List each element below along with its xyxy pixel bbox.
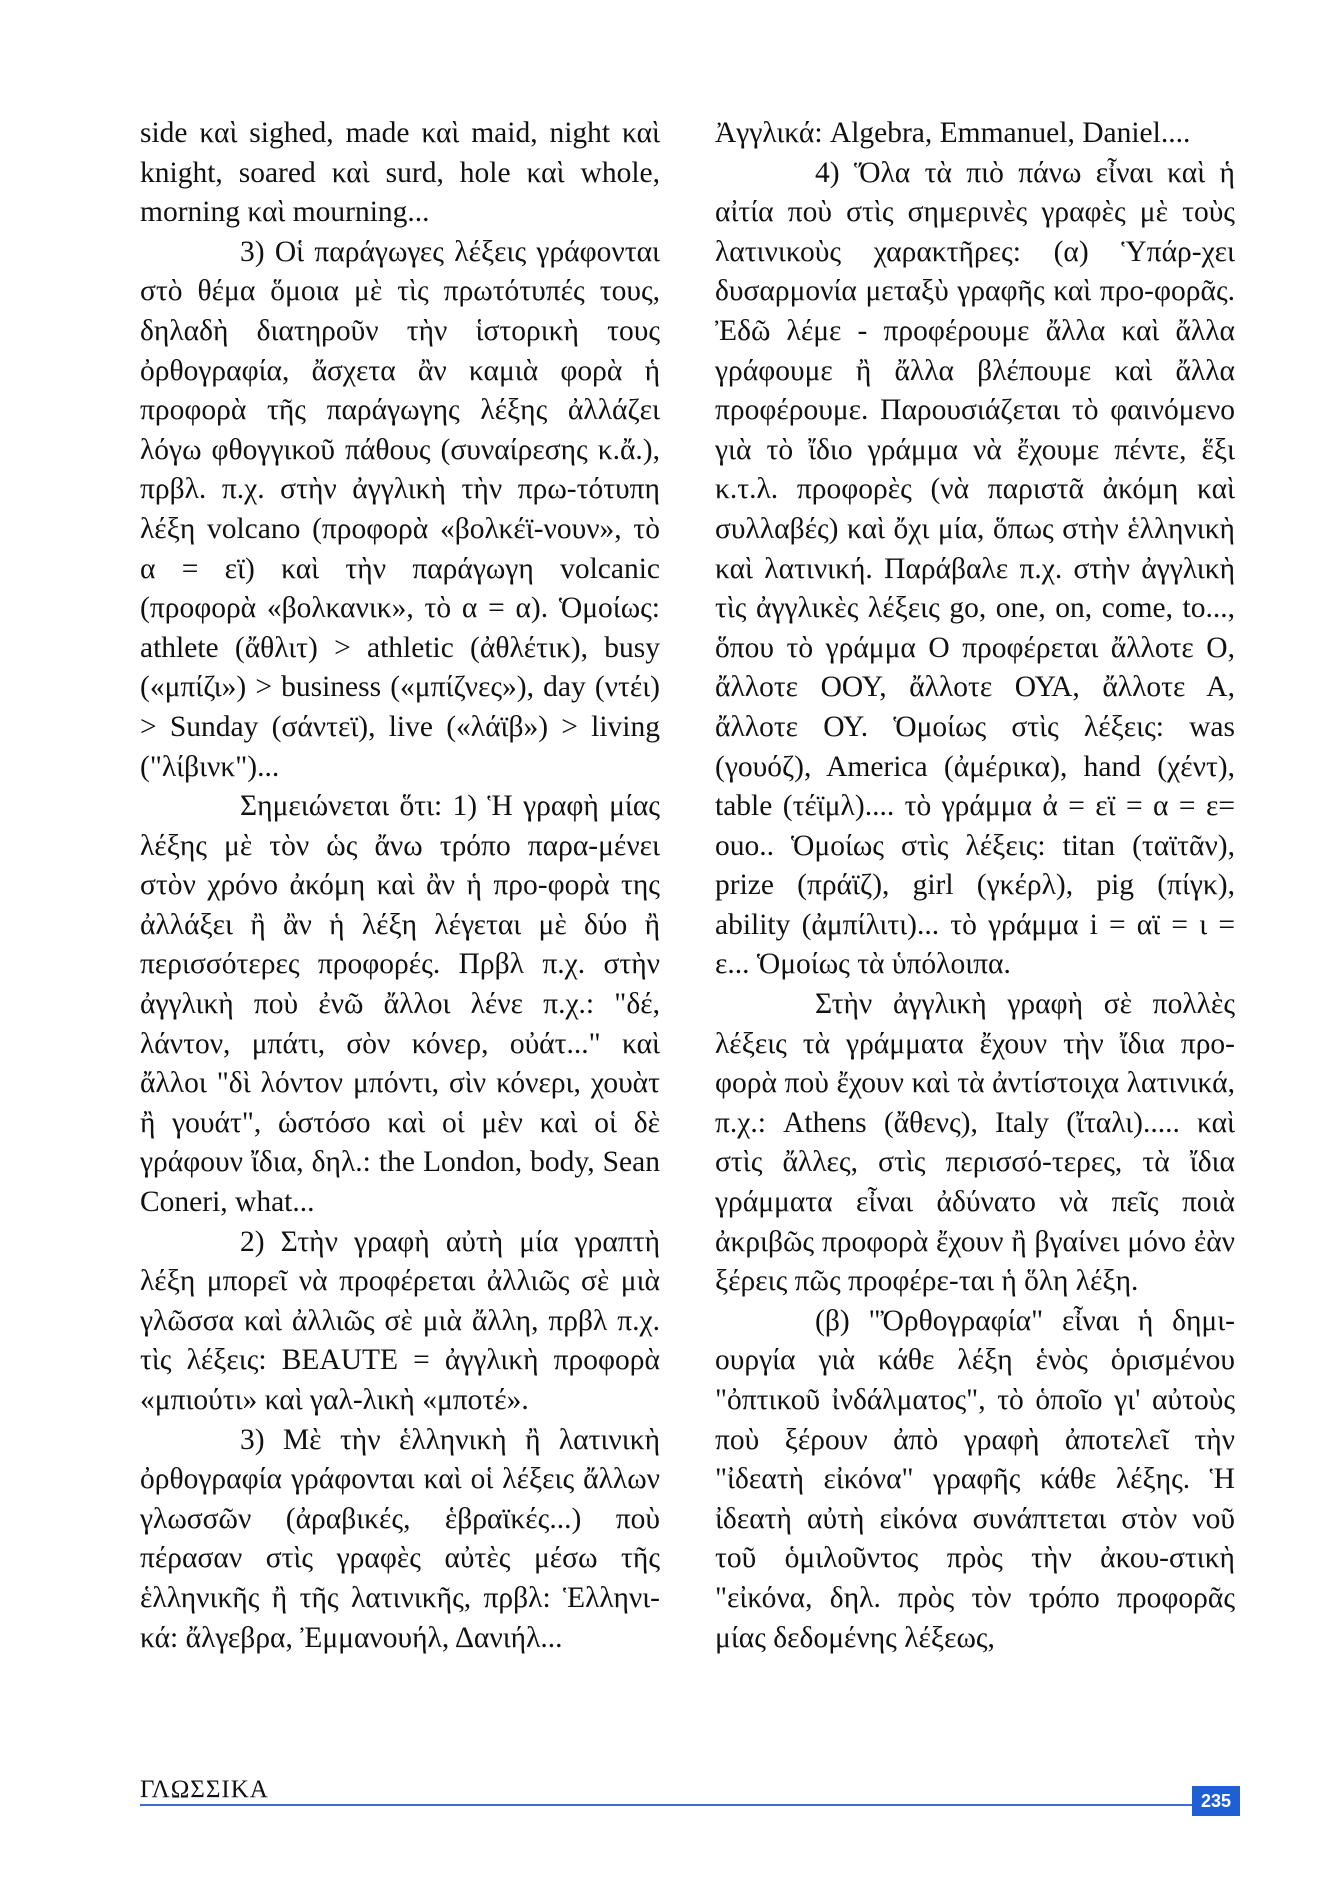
paragraph: Στὴν ἀγγλικὴ γραφὴ σὲ πολλὲς λέξεις τὰ γράμματα ἔχουν τὴν ἴδια προ-φορὰ ποὺ ἔχουν καὶ τὰ ἀντίστοιχα λατινικά, π.χ.: Athens (ἄθενς), Italy (ἴταλι)..... καὶ στὶς ἄλλες, στὶς περισσό-τερες, τὰ ἴδια γράμματα εἶναι ἀδύνατο νὰ πεῖς ποιὰ ἀκριβῶς προφορὰ ἔχουν ἢ βγαίνει μόνο ἐὰν ξέρεις πῶς προφέρε-ται ἡ ὅλη λέξη. (715, 988, 1235, 1298)
paragraph: 3) Οἱ παράγωγες λέξεις γράφονται στὸ θέμα ὅμοια μὲ τὶς πρωτότυπές τους, δηλαδὴ διατηροῦν τὴν ἱστορικὴ τους ὀρθογραφία, ἄσχετα ἂν καμιὰ φορὰ ἡ προφορὰ τῆς παράγωγης λέξης ἀλλάζει λόγω φθογγικοῦ πάθους (συναίρεσης κ.ἄ.), πρβλ. π.χ. στὴν ἀγγλικὴ τὴν πρω-τότυπη λέξη volcano (προφορὰ «βολκέϊ-νουν», τὸ α = εϊ) καὶ τὴν παράγωγη volcanic (προφορὰ «βολκανικ», τὸ α = α). Ὁμοίως: athlete (ἄθλιτ) > athletic (ἀθλέτικ), busy («μπίζι») > business («μπίζνες»), day (ντέι) > Sunday (σάντεϊ), live («λάϊβ») > living ("λίβινκ")... (140, 235, 660, 783)
journal-title: ΓΛΩΣΣΙΚΑ (140, 1776, 269, 1803)
paragraph: 2) Στὴν γραφὴ αὐτὴ μία γραπτὴ λέξη μπορεῖ νὰ προφέρεται ἀλλιῶς σὲ μιὰ γλῶσσα καὶ ἀλλιῶς σὲ μιὰ ἄλλη, πρβλ π.χ. τὶς λέξεις: BEAUTE = ἀγγλικὴ προφορὰ «μπιούτι» καὶ γαλ-λικὴ «μποτέ». (140, 1225, 660, 1416)
paragraph: side καὶ sighed, made καὶ maid, night καὶ knight, soared καὶ surd, hole καὶ whole, morning καὶ mourning... (140, 117, 660, 229)
page-number-badge: 235 (1192, 1786, 1240, 1816)
paragraph: Ἀγγλικά: Algebra, Emmanuel, Daniel.... (715, 117, 1191, 149)
paragraph: Σημειώνεται ὅτι: 1) Ἡ γραφὴ μίας λέξης μὲ τὸν ὡς ἄνω τρόπο παρα-μένει στὸν χρόνο ἀκόμη καὶ ἂν ἡ προ-φορὰ της ἀλλάξει ἢ ἂν ἡ λέξη λέγεται μὲ δύο ἢ περισσότερες προφορές. Πρβλ π.χ. στὴν ἀγγλικὴ ποὺ ἐνῶ ἄλλοι λένε π.χ.: "δέ, λάντον, μπάτι, σὸν κόνερ, οὐάτ..." καὶ ἄλλοι "δὶ λόντον μπόντι, σὶν κόνερι, χουὰτ ἢ γουάτ", ὡστόσο καὶ οἱ μὲν καὶ οἱ δὲ γράφουν ἴδια, δηλ.: the London, body, Sean Coneri, what... (140, 790, 660, 1219)
paragraph: 3) Μὲ τὴν ἑλληνικὴ ἢ λατινικὴ ὀρθογραφία γράφονται καὶ οἱ λέξεις ἄλλων γλωσσῶν (ἀραβικές, ἑβραϊκές...) ποὺ πέρασαν στὶς γραφὲς αὐτὲς μέσω τῆς ἑλληνικῆς ἢ τῆς λατινικῆς, πρβλ: Ἑλληνι-κά: ἄλγεβρα, Ἐμμανουήλ, Δανιήλ... (140, 1423, 660, 1654)
left-column (140, 114, 660, 1658)
paragraph: 4) Ὅλα τὰ πιὸ πάνω εἶναι καὶ ἡ αἰτία ποὺ στὶς σημερινὲς γραφὲς μὲ τοὺς λατινικοὺς χαρακτῆρες: (α) Ὑπάρ-χει δυσαρμονία μεταξὺ γραφῆς καὶ προ-φορᾶς. Ἐδῶ λέμε - προφέρουμε ἄλλα καὶ ἄλλα γράφουμε ἢ ἄλλα βλέπουμε καὶ ἄλλα προφέρουμε. Παρουσιάζεται τὸ φαινόμενο γιὰ τὸ ἴδιο γράμμα νὰ ἔχουμε πέντε, ἕξι κ.τ.λ. προφορὲς (νὰ παριστᾶ ἀκόμη καὶ συλλαβές) καὶ ὄχι μία, ὅπως στὴν ἑλληνικὴ καὶ λατινική. Παράβαλε π.χ. στὴν ἀγγλικὴ τὶς ἀγγλικὲς λέξεις go, one, on, come, to..., ὅπου τὸ γράμμα O προφέρεται ἄλλοτε Ο, ἄλλοτε ΟΟΥ, ἄλλοτε ΟΥΑ, ἄλλοτε Α, ἄλλοτε ΟΥ. Ὁμοίως στὶς λέξεις: was (γουόζ), America (ἀμέρικα), hand (χέντ), table (τέϊμλ).... τὸ γράμμα ἀ = εϊ = α = ε= ouo.. Ὁμοίως στὶς λέξεις: titan (ταϊτᾶν), prize (πράϊζ), girl (γκέρλ), pig (πίγκ), ability (ἀμπίλιτι)... τὸ γράμμα i = αϊ = ι = ε... Ὁμοίως τὰ ὑπόλοιπα. (715, 156, 1235, 981)
right-column (715, 114, 1235, 1658)
footer-rule (140, 1804, 1240, 1806)
paragraph: (β) "Ὀρθογραφία" εἶναι ἡ δημι-ουργία γιὰ κάθε λέξη ἑνὸς ὁρισμένου "ὀπτικοῦ ἰνδάλματος", τὸ ὁποῖο γι' αὐτοὺς ποὺ ξέρουν ἀπὸ γραφὴ ἀποτελεῖ τὴν "ἰδεατὴ εἰκόνα" γραφῆς κάθε λέξης. Ἡ ἰδεατὴ αὐτὴ εἰκόνα συνάπτεται στὸν νοῦ τοῦ ὁμιλοῦντος πρὸς τὴν ἀκου-στικὴ "εἰκόνα, δηλ. πρὸς τὸν τρόπο προφορᾶς μίας δεδομένης λέξεως, (715, 1304, 1235, 1654)
